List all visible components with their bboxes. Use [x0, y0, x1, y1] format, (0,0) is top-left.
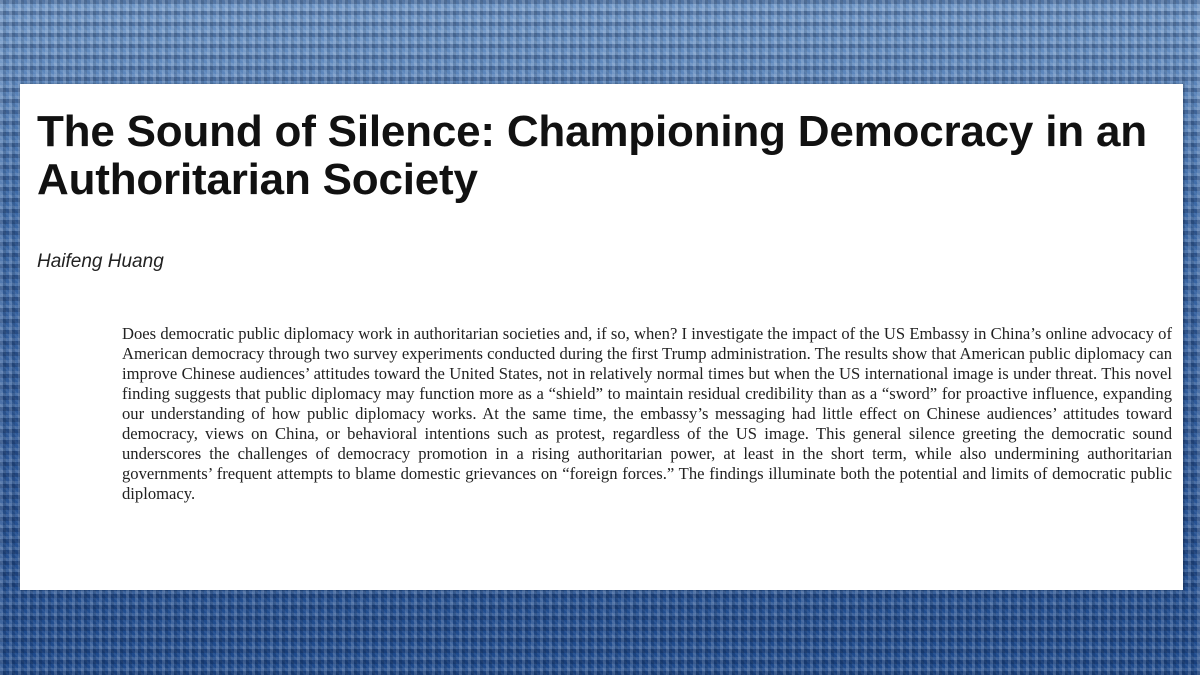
paper-abstract: Does democratic public diplomacy work in authoritarian societies and, if so, when? I investigate the impact of the US Embassy in China’s online advocacy of American democracy through two survey experiments conducted during the first Trump administration. The results show that American public diplomacy can improve Chinese audiences’ attitudes toward the United States, not in relatively normal times but when the US international image is under threat. This novel finding suggests that public diplomacy may function more as a “shield” to maintain residual credibility than as a “sword” for proactive influence, expanding our understanding of how public diplomacy works. At the same time, the embassy’s messaging had little effect on Chinese audiences’ attitudes toward democracy, views on China, or behavioral intentions such as protest, regardless of the US image. This general silence greeting the democratic sound underscores the challenges of democracy promotion in a rising authoritarian power, at least in the short term, while also undermining authoritarian governments’ frequent attempts to blame domestic grievances on “foreign forces.” The findings illuminate both the potential and limits of democratic public diplomacy.	[122, 324, 1172, 503]
paper-title: The Sound of Silence: Championing Democracy in an Authoritarian Society	[37, 107, 1147, 204]
paper-card	[20, 84, 1183, 590]
paper-author: Haifeng Huang	[37, 251, 164, 272]
